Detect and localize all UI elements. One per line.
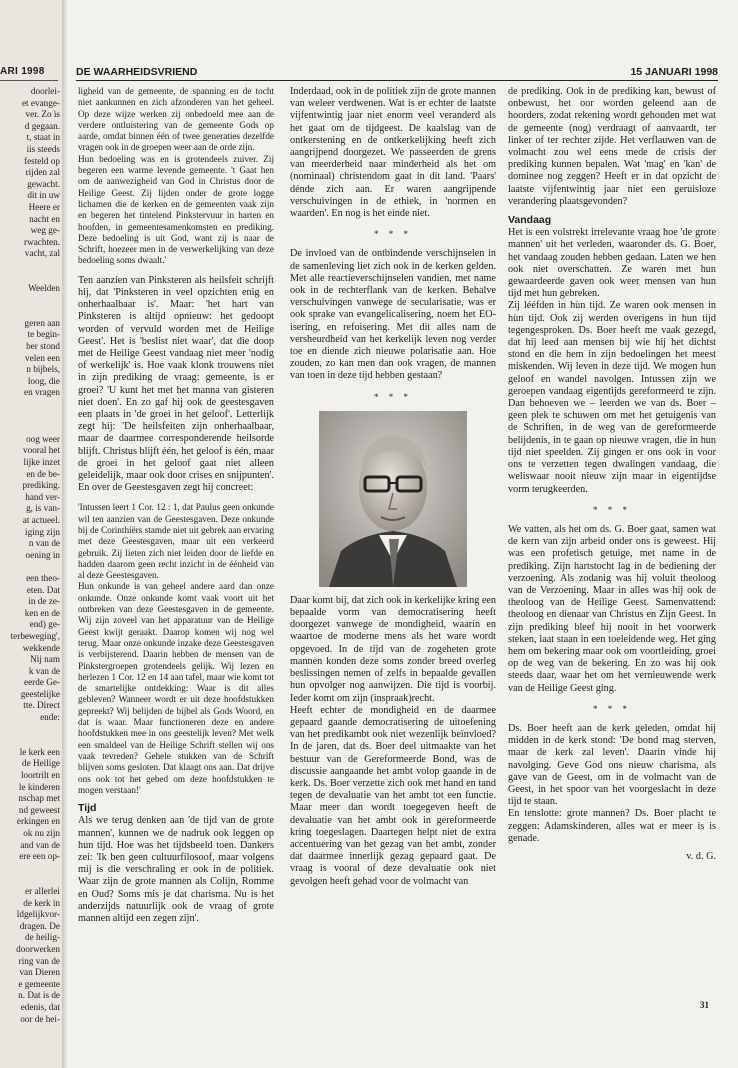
previous-page-line: ber stond bbox=[26, 341, 60, 352]
previous-page-line: at actueel. bbox=[22, 514, 60, 525]
previous-page-line: prediking. bbox=[22, 480, 60, 491]
previous-page-line: ring van de bbox=[18, 955, 60, 966]
publication-date: 15 JANUARI 1998 bbox=[630, 66, 718, 78]
previous-page-line: t, staat in bbox=[26, 132, 60, 143]
author-initials: v. d. G. bbox=[686, 850, 716, 862]
header-rule bbox=[76, 80, 718, 81]
previous-page-line: hand ver- bbox=[25, 491, 60, 502]
previous-page-line: weg ge- bbox=[30, 225, 60, 236]
body-paragraph: Het is een volstrekt irrelevante vraag hoe 'de grote mannen' uit het verleden, waaronder ds. G. Boer, het vandaag zouden hebben gedaan. Laten we hen ook niet overschatten. Ze waren met hun gewaardeerde gaven ook weer mensen van hun tijd met hun gebreken. bbox=[508, 227, 716, 300]
section-divider: * * * bbox=[593, 703, 631, 714]
previous-page-line bbox=[0, 272, 60, 284]
section-heading-vandaag: Vandaag bbox=[508, 214, 552, 227]
previous-page-line: wekkende bbox=[22, 642, 60, 653]
publication-title: DE WAARHEIDSVRIEND bbox=[76, 66, 198, 78]
previous-page-line: te begin- bbox=[27, 329, 60, 340]
previous-page-line: Heere er bbox=[28, 201, 60, 212]
previous-page-line: end) ge- bbox=[29, 619, 60, 630]
previous-page-line: doorwerken bbox=[16, 943, 60, 954]
previous-page-line: oor de hei- bbox=[20, 1013, 60, 1024]
previous-page-line: in de ze- bbox=[28, 596, 60, 607]
body-paragraph: de prediking. Ook in de prediking kan, bewust of onbewust, het oor worden geleend aan de hoorders, zodat rekening wordt gehouden met wat de gemeente (nog) verdraagt of aanvaardt, ter linker of ter rechter zijde. Het verflauwen van de volmacht zou wel eens mede de crisis der prediking kunnen bepalen. Wat 'mag' en 'kan' de dominee nog zeggen? Heeft er in dat opzicht de laatste vijfentwintig jaar niet een geruisloze verandering plaatsgevonden? bbox=[508, 86, 716, 207]
body-paragraph: Als we terug denken aan 'de tijd van de grote mannen', kunnen we de nadruk ook leggen op hun tijd. Hoe was het tijdsbeeld toen. Dankers zei: 'Ik ben geen cultuurfilosoof, maar volgens mij is die verschraling er ook in de politiek. Waar zijn de grote mannen als Colijn, Romme en Oud? Soms mis je dat charisma. Nu is het anderzijds natuurlijk ook de vraag of grote mannen altijd een zegen zijn'. bbox=[78, 815, 274, 924]
previous-page-line: van Dieren bbox=[19, 967, 60, 978]
previous-page-line: een theo- bbox=[26, 572, 60, 583]
previous-page-line: terbeweging', bbox=[10, 630, 60, 641]
previous-page-line: erkingen en bbox=[16, 816, 60, 827]
previous-page-text bbox=[0, 86, 60, 1025]
previous-page-line: le kinderen bbox=[18, 781, 60, 792]
previous-page-line: n van de bbox=[28, 538, 60, 549]
previous-page-line bbox=[0, 411, 60, 423]
section-heading-tijd: Tijd bbox=[78, 802, 97, 815]
previous-page-line: doorlei- bbox=[30, 86, 60, 96]
previous-page-header: ARI 1998 bbox=[0, 66, 45, 77]
body-paragraph: Ten aanzien van Pinksteren als heilsfeit schrijft hij, dat 'Pinksteren in veel opzichten enig en onherhaalbaar is'. Maar: 'het hart van Pinksteren is altijd opnieuw: het gedoopt worden of vervuld worden met de Heilige Geest'. Het is 'beslist niet waar', dat die doop met de Heilige Geest vandaag niet meer 'nodig of werkelijk' is. Hoe vaak klonk trouwens niet in zijn prediking de vraag: gemeente, is er groei? 'U kunt het met het manna van gisteren niet doen'. En zo gaf hij ook de geestesgaven een plaats in 'de groei in het geloof'. Letterlijk zegt hij: 'De heilsfeiten zijn onherhaalbaar, maar de daarmee corresponderende heilsorde blijft. Christus blijft één, het geloof is één, maar de groei in het geloof gaat niet alleen geleidelijk, maar ook door crises en snijpunten'. En over de Geestesgaven zegt hij concreet: bbox=[78, 274, 274, 494]
section-divider: * * * bbox=[593, 504, 631, 515]
column-2 bbox=[290, 86, 496, 888]
previous-page-line bbox=[0, 863, 60, 875]
body-paragraph: Heeft echter de mondigheid en de daarmee gepaard gaande democratisering de uitoefening van het predikambt ook niet wezenlijk beïnvloed? In de jaren, dat ds. Boer deel uitmaakte van het bestuur van de Gereformeerde Bond, was de discussie aangaande het ambt volop gaande in de kerk. Ds. Boer verzette zich ook met hand en tand tegen de devaluatie van het ambt tot een functie. Maar meer dan wordt toegegeven heeft de devaluatie van het ambt ook in gereformeerde kring toegeslagen. Daartegen helpt niet de extra accentuering van het gezag van het ambt, zonder dat daarmee innerlijk gezag gepaard gaat. De vraag is vooral of deze devaluatie ook niet gevolgen heeft gehad voor de volmacht van bbox=[290, 704, 496, 887]
previous-page-line: and van de bbox=[20, 839, 60, 850]
quote-paragraph: Hun onkunde is van geheel andere aard dan onze onkunde. Onze onkunde komt vaak voort uit het ontbreken van deze Geestesgaven in de gemeente. Wij zijn zoveel van het apparatuur van de Heilige Geest kwijt geraakt. Daarop komen wij nog wel terug. Maar onze onkunde inzake deze Geestesgaven is verbijsterend. Daarin hebben de mensen van de Pinkstergroepen grotendeels gelijk. Wij lezen en herlezen 1 Cor. 12 en 14 aan tafel, maar wie komt tot de smartelijke ontdekking: Waar is dit alles gebleven? Wanneer wordt er uit deze hoofdstukken gepreekt? Wij belijden de bijbel als Gods Woord, en dat is waar. Maar functioneren deze en andere hoofdstukken mee in ons geestelijk leven? Met welk een smaldeel van de Heilige Schrift stellen wij ons vaak tevreden? Gehele stukken van de Schrift blijven soms gesloten. Dat klaagt ons aan. Dat drijve ons ook tot het gebed om deze hoofdstukken te mogen verstaan!' bbox=[78, 581, 274, 795]
previous-page-line: n bijbels, bbox=[26, 364, 60, 375]
previous-page-rule bbox=[0, 80, 58, 81]
previous-page-line: d gegaan. bbox=[24, 120, 60, 131]
previous-page-line: g, is van- bbox=[26, 503, 60, 514]
previous-page-line bbox=[0, 295, 60, 307]
previous-page-line: festeld op bbox=[24, 155, 60, 166]
body-paragraph: Zij lééfden in hùn tijd. Ze waren ook mensen in hùn tijd. Ook zij werden overigens in hun tijd tegengesproken. Ds. Boer heeft me vaak gezegd, dat hij leed aan mensen bij wie hij het dichtst stond en die hem in zijn bedoelingen het meest miskenden. Wij leven in deze tijd. We mogen hun geloof en wandel navolgen. Intussen zijn we geroepen vandaag eigentijds gereformeerd te zijn. Dan behoeven we – leerden we van ds. Boer – geen plek te schuwen om met het getuigenis van de Schriften, in de weg van de gereformeerde belijdenis, in te gaan op nieuwe vragen, die in hun tijd niet speelden. Zij gingen er ons ook in voor ons te verzetten tegen dwalingen vandaag, die weliswaar nooit nieuw zijn maar in eigentijdse vorm terugkeerden. bbox=[508, 300, 716, 495]
previous-page-line: iging zijn bbox=[25, 526, 60, 537]
previous-page-line bbox=[0, 874, 60, 886]
previous-page-line: ldgelijkvor- bbox=[16, 909, 60, 920]
previous-page-line: nschap met bbox=[18, 793, 60, 804]
previous-page-line: oog weer bbox=[26, 433, 60, 444]
column-3 bbox=[508, 86, 716, 863]
page-number: 31 bbox=[700, 1000, 709, 1010]
previous-page-line: et evange- bbox=[21, 97, 60, 108]
previous-page-line: e gemeente bbox=[18, 978, 60, 989]
previous-page-line: ende: bbox=[40, 712, 60, 723]
previous-page-line: de Heilige bbox=[21, 758, 60, 769]
previous-page-line: de kerk in bbox=[23, 897, 60, 908]
previous-page-line: eten. Dat bbox=[26, 584, 60, 595]
previous-page-line: n. Dat is de bbox=[18, 990, 60, 1001]
previous-page-line: de heilig- bbox=[25, 932, 60, 943]
body-paragraph: Daar komt bij, dat zich ook in kerkelijke kring een bepaalde vorm van democratisering heeft doorgezet vanwege de mondigheid, waarin en waartoe de moderne mens als het ware wordt opgevoed. In de tijd van de zogeheten grote mannen konden deze soms zonder breed overleg beslissingen nemen of zelfs in bepaalde gevallen hun opvolger nog aanwijzen. Die tijd is voorbij. Ieder komt om zijn (inspraak)recht. bbox=[290, 594, 496, 704]
previous-page-line: gewacht. bbox=[27, 178, 60, 189]
previous-page-line: ver. Zo is bbox=[25, 109, 60, 120]
body-paragraph: We vatten, als het om ds. G. Boer gaat, samen wat de kern van zijn arbeid onder ons is geweest. Hij was een profetisch getuige, met name in de prediking. Zijn hartstocht lag in de bediening der verzoening. Als zodanig was hij voluit theoloog van de Verzoening. Maar in alles was hij ook de theoloog van de Heilige Geest. Samenvattend: theoloog en dienaar van Christus en Zijn Geest. In zijn prediking bleef hij nooit in het voorwerk steken, laat staan in een toeleidende weg. Het ging hem om bekering maar ook om voortleiding, groei op de weg van de bekering. En zo was hij ook steeds daar, waar het om het vernieuwende werk van de Heilige Geest ging. bbox=[508, 523, 716, 694]
previous-page-strip bbox=[0, 0, 62, 1068]
previous-page-line bbox=[0, 306, 60, 318]
page-fold-shadow bbox=[62, 0, 68, 1068]
previous-page-line: rijden zal bbox=[25, 167, 60, 178]
previous-page-line: k van de bbox=[28, 665, 60, 676]
previous-page-line: Nij nam bbox=[30, 654, 60, 665]
previous-page-line bbox=[0, 724, 60, 736]
previous-page-line bbox=[0, 260, 60, 272]
quote-paragraph: Hun bedoeling was en is grotendeels zuiver. Zij begeren een warme levende gemeente. 't Gaat hen om de aanwezigheid van God in Christus door de Heilige Geest. Zij lijden onder de grote logge lichamen die de kerken en de gemeenten vaak zijn en begeren het tintelend Pinkstervuur in harten en hoofden, in gemeentesamenkomsten en prediking. Deze bedoeling is uit God, want zij is naar de Schrift, hoezeer men in de verwerkelijking van deze bedoeling soms dwaalt.' bbox=[78, 153, 274, 266]
previous-page-line: nacht en bbox=[29, 213, 60, 224]
previous-page-line: er allerlei bbox=[25, 885, 60, 896]
previous-page-line: dragen. De bbox=[19, 920, 60, 931]
previous-page-line bbox=[0, 735, 60, 747]
previous-page-line: en vragen bbox=[24, 387, 60, 398]
previous-page-line: geestelijke bbox=[20, 688, 60, 699]
body-paragraph: Inderdaad, ook in de politiek zijn de grote mannen van weleer verdwenen. Wat is er echter de laatste vijfentwintig jaar niet enorm veel veranderd als het gaat om de tijdgeest. De kaalslag van de ontkerstening en de ontkerkelijking heeft zich aangrijpend doorgezet. We passeerden de grens van meerderheid naar minderheid als het om (nominaal) christendom gaat in dit land. 'Paars' dénde zich aan. Er waren aangrijpende verschuivingen in de ethiek, in 'normen en waarden'. En nog is het einde niet. bbox=[290, 86, 496, 220]
previous-page-line: ok nu zijn bbox=[23, 828, 60, 838]
previous-page-line: edenis, dat bbox=[20, 1001, 60, 1012]
previous-page-line: vacht, zal bbox=[24, 248, 60, 259]
previous-page-line: le kerk een bbox=[19, 746, 60, 757]
quote-paragraph: 'Intussen leert 1 Cor. 12 : 1, dat Paulus geen onkunde wil ten aanzien van de Geestesgaven. Deze onkunde bij de Corinthiërs stamde niet uit gebrek aan ervaring met deze Geestesgaven, maar uit een verkeerd gebruik. Zij lieten zich niet leiden door de liefde en hadden daarom geen recht inzicht in de éénheid van al deze Geestesgaven. bbox=[78, 502, 274, 581]
previous-page-line: iis steeds bbox=[26, 143, 60, 154]
previous-page-line: tte. Direct bbox=[23, 700, 60, 711]
previous-page-line: ere een op- bbox=[19, 851, 60, 862]
previous-page-line: lijke inzet bbox=[23, 457, 60, 467]
previous-page-line bbox=[0, 422, 60, 434]
column-1 bbox=[78, 86, 274, 925]
previous-page-line: Weelden bbox=[28, 283, 60, 294]
section-divider: * * * bbox=[374, 229, 412, 240]
previous-page-line: geren aan bbox=[24, 317, 60, 328]
previous-page-line bbox=[0, 561, 60, 573]
section-divider: * * * bbox=[374, 391, 412, 402]
previous-page-line: loortrilt en bbox=[20, 770, 60, 781]
previous-page-line: loog, die bbox=[27, 375, 60, 386]
body-paragraph: De invloed van de ontbindende verschijnselen in de samenleving liet zich ook in de kerken gelden. Met alle reactieverschijnselen vandien, met name ook in de rechterflank van de kerken. Behalve verschuivingen vanwege de secularisatie, was er ook sprake van evangelicalisering, noem het EO-isering, en refoisering. Met dit alles nam de versheurdheid van het kerkelijk leven nog verder toe en diende zich nieuwe polarisatie aan. Hoe zouden, zo kan men dan ook vragen, de mannen van toen in deze tijd hebben gestaan? bbox=[290, 248, 496, 382]
previous-page-line: ken en de bbox=[24, 607, 60, 618]
previous-page-line bbox=[0, 399, 60, 411]
previous-page-line: oening in bbox=[25, 549, 60, 560]
previous-page-line: en de be- bbox=[26, 468, 60, 479]
portrait-photo bbox=[319, 411, 467, 587]
quote-paragraph: ligheid van de gemeente, de spanning en de tocht niet aankunnen en zich afzonderen van het geheel. Op deze wijze werken zij onbedoeld mee aan de verdere ontluistering van de gemeente Gods op aarde, omdat binnen één of twee generaties dezelfde vragen ook in de groepen weer aan de orde zijn. bbox=[78, 86, 274, 153]
previous-page-line: rwachten. bbox=[24, 236, 60, 247]
previous-page-line: vooral het bbox=[23, 445, 60, 456]
previous-page-line: nd geweest bbox=[18, 804, 60, 815]
previous-page-line: eerde Ge- bbox=[24, 677, 60, 688]
body-paragraph: Ds. Boer heeft aan de kerk geleden, omdat hij midden in de kerk stond: 'De bond mag sterven, maar de kerk zal leven'. Daarin vinde hij navolging. Geve God ons nieuw charisma, als gave van de Geest, om in de volmacht van de Geest, in het spoor van het voorgeslacht in deze tijd te staan. bbox=[508, 722, 716, 808]
body-paragraph: En tenslotte: grote mannen? Ds. Boer placht te zeggen: Adamskinderen, alles wat er meer is is genade. bbox=[508, 808, 716, 844]
previous-page-line: velen een bbox=[25, 352, 60, 363]
previous-page-line: dit in uw bbox=[27, 190, 60, 201]
